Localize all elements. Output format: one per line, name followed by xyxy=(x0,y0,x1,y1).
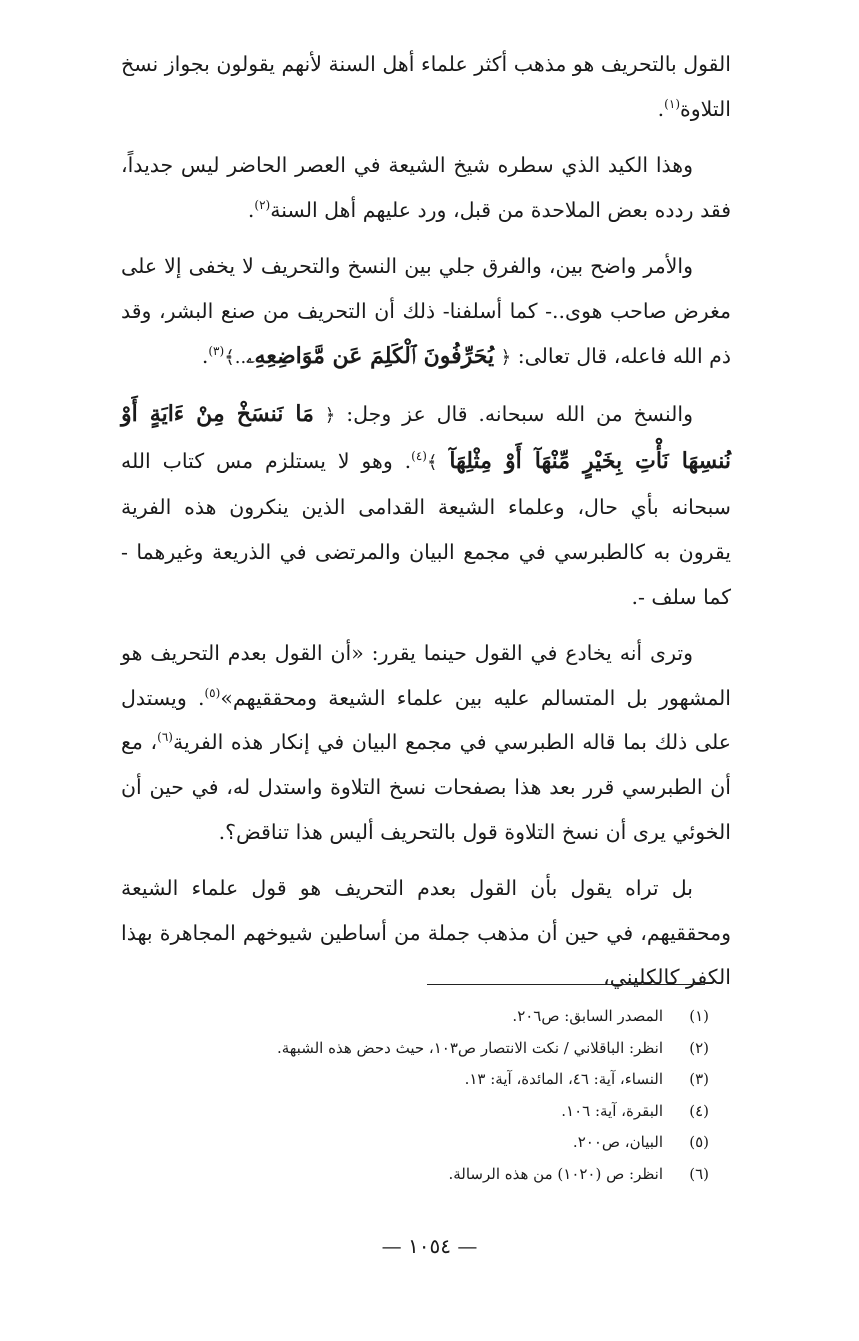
footnote-number: (٦) xyxy=(689,1164,709,1183)
paragraph-4 xyxy=(121,392,731,619)
footnote-number: (٣) xyxy=(689,1070,709,1088)
paragraph-5-text-c: ، مع أن الطبرسي قرر بعد هذا بصفحات نسخ التلاوة واستدل له، في حين أن الخوئي يرى أن نسخ التلاوة قول بالتحريف أليس هذا تناقض؟. xyxy=(121,730,731,844)
paragraph-6 xyxy=(121,866,731,1000)
paragraph-5-text-a: وترى أنه يخادع في القول حينما يقرر: «أن القول بعدم التحريف هو المشهور بل المتسالم عليه بين علماء الشيعة ومحققيهم» xyxy=(121,641,731,710)
footnote-number: (٥) xyxy=(689,1133,709,1151)
footnote-text: البقرة، آية: ١٠٦. xyxy=(561,1101,663,1120)
paragraph-1-end: . xyxy=(657,96,665,121)
footnote-text: المصدر السابق: ص٢٠٦. xyxy=(512,1007,663,1025)
footnote-4 xyxy=(109,1096,709,1128)
paragraph-5 xyxy=(121,631,731,854)
paragraph-2-text: وهذا الكيد الذي سطره شيخ الشيعة في العصر الحاضر ليس جديداً، فقد ردده بعض الملاحدة من قبل، ورد عليهم أهل السنة xyxy=(121,153,731,222)
quran-close-brace: ..﴾ xyxy=(224,346,247,368)
paragraph-2-end: . xyxy=(247,197,255,222)
paragraph-4-text-a: والنسخ من الله سبحانه. قال عز وجل: xyxy=(346,402,693,427)
footnote-number: (٢) xyxy=(689,1038,709,1057)
paragraph-4-text-b: . وهو لا يستلزم مس كتاب الله سبحانه بأي حال، وعلماء الشيعة القدامى الذين ينكرون هذه الفرية يقرون به كالطبرسي في مجمع البيان والمرتضى في الذريعة وغيرهما - كما سلف -. xyxy=(121,448,731,609)
footnote-text: البيان، ص٢٠٠. xyxy=(572,1133,663,1151)
footnote-3 xyxy=(109,1064,709,1096)
footnote-ref-2: (٢) xyxy=(254,197,271,212)
paragraph-1-text: القول بالتحريف هو مذهب أكثر علماء أهل السنة لأنهم يقولون بجواز نسخ التلاوة xyxy=(121,52,731,121)
footnote-ref-4: (٤) xyxy=(411,448,427,463)
paragraph-3-end: . xyxy=(201,343,209,368)
footnote-text: النساء، آية: ٤٦، المائدة، آية: ١٣. xyxy=(464,1070,663,1088)
quran-close-brace: ﴾ xyxy=(426,451,438,473)
paragraph-6-text: بل تراه يقول بأن القول بعدم التحريف هو قول علماء الشيعة ومحققيهم، في حين أن مذهب جملة من أساطين شيوخهم المجاهرة بهذا الكفر كالكليني، xyxy=(121,876,731,990)
footnotes xyxy=(109,1001,709,1190)
paragraph-1 xyxy=(121,42,731,131)
page-number: — ١٠٥٤ — xyxy=(381,1234,478,1258)
footnote-number: (٤) xyxy=(689,1101,709,1120)
footnote-text: انظر: الباقلاني / نكت الانتصار ص١٠٣، حيث دحض هذه الشبهة. xyxy=(276,1038,663,1057)
quran-verse-2: مَا نَنسَخْ مِنْ ءَايَةٍ أَوْ نُنسِهَا نَأْتِ بِخَيْرٍ مِّنْهَآ أَوْ مِثْلِهَآ xyxy=(121,401,731,474)
main-text xyxy=(121,42,731,1012)
quran-open-brace: ﴿ xyxy=(500,346,512,368)
paragraph-3-text: والأمر واضح بين، والفرق جلي بين النسخ والتحريف لا يخفى إلا على مغرض صاحب هوى..- كما أسلفنا- ذلك أن التحريف من صنع البشر، وقد ذم الله فاعله، قال تعالى: xyxy=(121,254,731,368)
paragraph-2 xyxy=(121,143,731,232)
footnote-6 xyxy=(109,1159,709,1191)
quran-open-brace: ﴿ xyxy=(324,405,336,427)
paragraph-5-text-b: . ويستدل على ذلك بما قاله الطبرسي في مجمع البيان في إنكار هذه الفرية xyxy=(121,685,732,755)
footnote-ref-3: (٣) xyxy=(208,343,225,358)
quran-verse-1: يُحَرِّفُونَ ٱلْكَلِمَ عَن مَّوَاضِعِهِۦ xyxy=(246,342,495,369)
footnote-1 xyxy=(109,1001,709,1033)
footnote-2 xyxy=(109,1033,709,1065)
footnote-ref-1: (١) xyxy=(664,96,680,111)
footnote-number: (١) xyxy=(689,1007,709,1025)
footnote-text: انظر: ص (١٠٢٠) من هذه الرسالة. xyxy=(448,1164,663,1183)
paragraph-3 xyxy=(121,244,731,380)
footnote-divider xyxy=(427,984,705,985)
footnote-ref-6: (٦) xyxy=(157,730,173,745)
footnote-5 xyxy=(109,1127,709,1159)
footnote-ref-5: (٥) xyxy=(204,685,221,700)
